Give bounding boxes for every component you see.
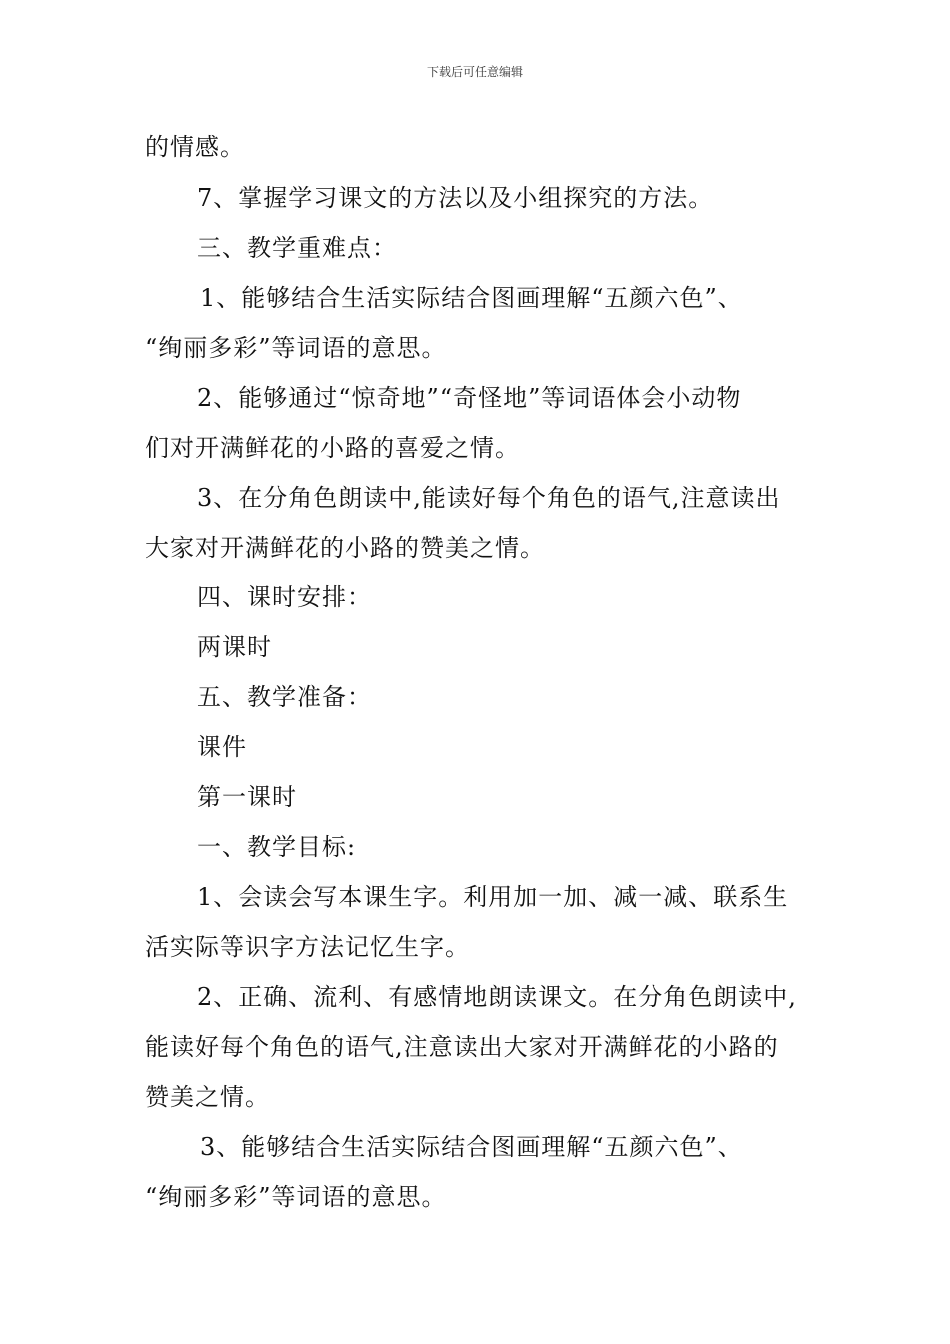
body-line: 赞美之情。 [145, 1083, 270, 1111]
section-heading: 一、教学目标: [197, 833, 357, 861]
section-heading: 第一课时 [197, 783, 297, 811]
section-heading: 四、课时安排： [197, 583, 372, 611]
section-heading: 五、教学准备： [197, 683, 372, 711]
body-line: “绚丽多彩”等词语的意思。 [145, 334, 447, 362]
page-header: 下载后可任意编辑 [426, 65, 523, 79]
body-line: 大家对开满鲜花的小路的赞美之情。 [145, 534, 545, 562]
body-line: 7、掌握学习课文的方法以及小组探究的方法。 [197, 184, 714, 212]
body-line: 活实际等识字方法记忆生字。 [145, 933, 470, 961]
body-line: “绚丽多彩”等词语的意思。 [145, 1183, 447, 1211]
body-line: 们对开满鲜花的小路的喜爱之情。 [145, 434, 520, 462]
body-line: 3、在分角色朗读中,能读好每个角色的语气,注意读出 [197, 484, 781, 512]
body-line: 课件 [197, 733, 247, 761]
section-heading: 三、教学重难点： [197, 234, 397, 262]
body-line: 3、能够结合生活实际结合图画理解“五颜六色”、 [200, 1133, 743, 1161]
body-line: 2、正确、流利、有感情地朗读课文。在分角色朗读中, [197, 983, 797, 1011]
body-line: 1、能够结合生活实际结合图画理解“五颜六色”、 [200, 284, 743, 312]
body-line: 的情感。 [145, 133, 245, 161]
body-line: 1、会读会写本课生字。利用加一加、减一减、联系生 [197, 883, 789, 911]
body-line: 2、能够通过“惊奇地”“奇怪地”等词语体会小动物 [197, 384, 742, 412]
body-line: 能读好每个角色的语气,注意读出大家对开满鲜花的小路的 [145, 1033, 779, 1061]
body-line: 两课时 [197, 633, 272, 661]
